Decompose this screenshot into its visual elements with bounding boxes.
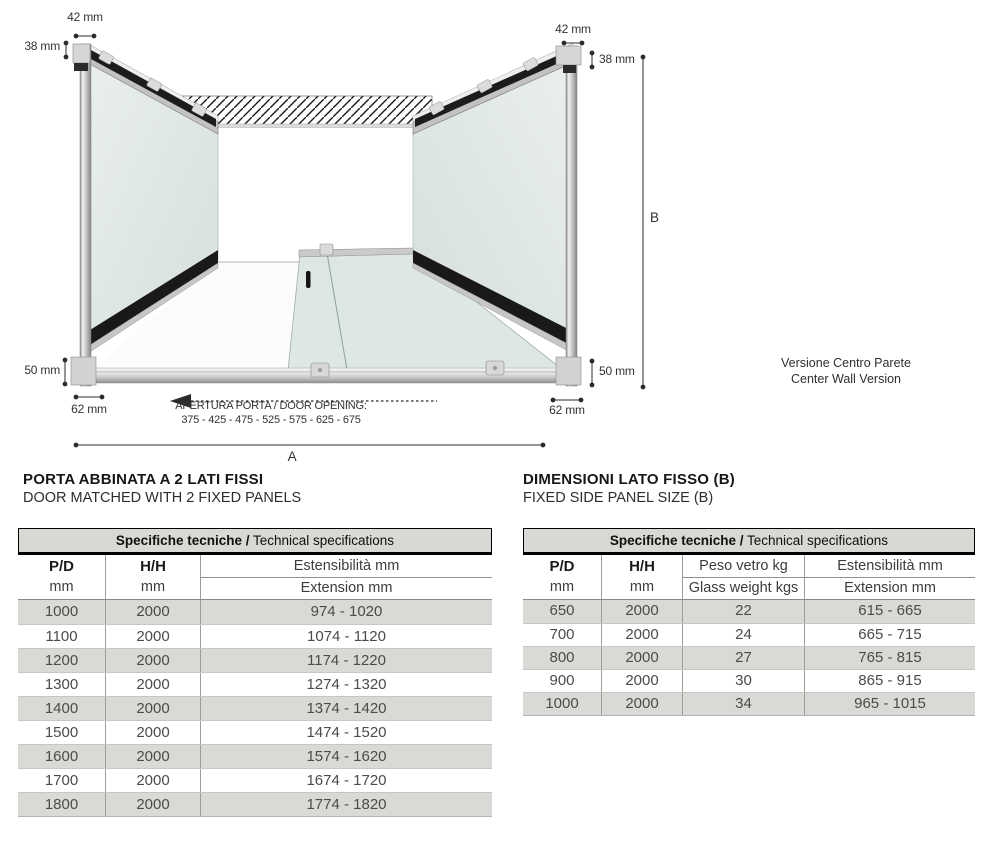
table-row	[18, 696, 492, 720]
table-cell: 1300	[18, 673, 106, 696]
dim-label-42mm-top-right: 42 mm	[555, 22, 591, 36]
section-title-left-italian: PORTA ABBINATA A 2 LATI FISSI	[23, 471, 264, 488]
table-cell: 650	[523, 600, 602, 623]
table-cell: 1700	[18, 769, 106, 792]
version-note-english: Center Wall Version	[791, 371, 901, 386]
table-cell: 1000	[18, 600, 106, 624]
table-cell: 1000	[523, 693, 602, 715]
table-cell: 2000	[106, 649, 201, 672]
table-row	[523, 623, 975, 646]
table-cell: 1774 - 1820	[306, 796, 387, 813]
table-cell: 700	[523, 624, 602, 646]
table-cell: 800	[523, 647, 602, 669]
table-cell: 1674 - 1720	[306, 772, 387, 789]
table-cell: 2000	[106, 793, 201, 816]
table-cell: 27	[683, 647, 805, 669]
table-cell: 2000	[106, 769, 201, 792]
table-cell: 1274 - 1320	[306, 676, 387, 693]
table-row	[18, 792, 492, 816]
column-header	[201, 555, 492, 599]
dim-label-a: A	[287, 449, 297, 464]
table-cell: 615 - 665	[858, 602, 922, 619]
door-opening-title: APERTURA PORTA / DOOR OPENING:	[175, 400, 367, 412]
column-label-secondary: mm	[629, 579, 655, 595]
table-title-bar	[18, 528, 492, 555]
table-cell: 974 - 1020	[310, 603, 383, 620]
table-body	[18, 600, 492, 816]
table-cell: 965 - 1015	[854, 695, 926, 712]
table-cell: 1374 - 1420	[306, 700, 387, 717]
table-cell: 865 - 915	[858, 672, 922, 689]
column-label-primary: Estensibilità mm	[805, 555, 975, 578]
column-label-secondary: mm	[549, 579, 575, 595]
table-row	[18, 624, 492, 648]
table-cell: 1400	[18, 697, 106, 720]
table-cell: 2000	[602, 670, 683, 692]
column-label-primary: P/D	[549, 558, 575, 575]
table-cell: 1574 - 1620	[306, 748, 387, 765]
table-cell: 1474 - 1520	[306, 724, 387, 741]
column-label-secondary: Glass weight kgs	[688, 580, 799, 596]
table-cell: 2000	[106, 600, 201, 624]
table-cell: 2000	[106, 625, 201, 648]
column-label-primary: P/D	[48, 558, 74, 575]
table-cell: 2000	[602, 647, 683, 669]
table-title-rest: Technical specifications	[743, 533, 889, 548]
column-headers	[523, 555, 975, 600]
section-title-right	[523, 470, 735, 508]
column-header	[602, 555, 683, 599]
table-cell: 2000	[602, 693, 683, 715]
table-cell: 2000	[602, 600, 683, 623]
table-cell: 765 - 815	[858, 649, 922, 666]
table-row	[18, 600, 492, 624]
door-handle	[306, 271, 311, 288]
column-label-primary: H/H	[629, 558, 655, 575]
column-label-primary: Peso vetro kg	[683, 555, 804, 578]
table-cell: 1600	[18, 745, 106, 768]
door-spec-table	[18, 528, 492, 817]
table-cell: 2000	[106, 745, 201, 768]
table-cell: 665 - 715	[858, 626, 922, 643]
table-row	[523, 669, 975, 692]
column-header	[106, 555, 201, 599]
enclosure-technical-drawing	[0, 0, 760, 470]
table-cell: 1074 - 1120	[307, 628, 386, 645]
table-cell: 2000	[106, 697, 201, 720]
table-cell: 1100	[18, 625, 106, 648]
dim-label-50mm-bottom-left: 50 mm	[24, 363, 60, 377]
table-row	[523, 692, 975, 715]
table-cell: 30	[683, 670, 805, 692]
table-cell: 1800	[18, 793, 106, 816]
column-label-secondary: mm	[140, 579, 166, 595]
dim-label-38mm-top-left: 38 mm	[24, 39, 60, 53]
column-header	[523, 555, 602, 599]
table-cell: 1174 - 1220	[307, 652, 386, 669]
table-row	[18, 768, 492, 792]
section-title-right-italian: DIMENSIONI LATO FISSO (B)	[523, 471, 735, 488]
door-opening-values: 375 - 425 - 475 - 525 - 575 - 625 - 675	[181, 413, 361, 426]
table-row	[523, 646, 975, 669]
column-header	[805, 555, 975, 599]
table-row	[18, 648, 492, 672]
table-title-bar	[523, 528, 975, 555]
table-cell: 2000	[106, 721, 201, 744]
column-label-primary: Estensibilità mm	[201, 555, 492, 578]
table-row	[18, 744, 492, 768]
table-cell: 2000	[106, 673, 201, 696]
dim-label-38mm-top-right: 38 mm	[599, 52, 635, 66]
table-row	[18, 672, 492, 696]
table-row	[523, 600, 975, 623]
dim-label-42mm-top-left: 42 mm	[67, 10, 103, 24]
dim-label-50mm-bottom-right: 50 mm	[599, 364, 635, 378]
section-title-left-english: DOOR MATCHED WITH 2 FIXED PANELS	[23, 490, 302, 506]
column-headers	[18, 555, 492, 600]
column-label-secondary: Extension mm	[300, 580, 393, 596]
table-cell: 22	[683, 600, 805, 623]
table-title-bold: Specifiche tecniche /	[609, 533, 744, 548]
table-cell: 900	[523, 670, 602, 692]
table-cell: 1200	[18, 649, 106, 672]
column-label-primary: H/H	[140, 558, 166, 575]
table-title-bold: Specifiche tecniche /	[115, 533, 250, 548]
column-label-secondary: mm	[49, 579, 74, 595]
version-note	[760, 356, 932, 387]
dim-label-62mm-bottom-left: 62 mm	[71, 402, 107, 416]
dim-label-62mm-bottom-right: 62 mm	[549, 403, 585, 417]
door-opening-note	[171, 400, 371, 427]
column-header	[683, 555, 805, 599]
table-title-rest: Technical specifications	[249, 533, 395, 548]
table-cell: 1500	[18, 721, 106, 744]
fixed-panel-spec-table	[523, 528, 975, 716]
section-title-right-english: FIXED SIDE PANEL SIZE (B)	[523, 490, 714, 506]
column-label-secondary: Extension mm	[844, 580, 936, 596]
section-title-left	[23, 470, 301, 508]
table-row	[18, 720, 492, 744]
table-body	[523, 600, 975, 715]
column-header	[18, 555, 106, 599]
version-note-italian: Versione Centro Parete	[781, 356, 911, 370]
table-cell: 2000	[602, 624, 683, 646]
table-cell: 24	[683, 624, 805, 646]
table-cell: 34	[683, 693, 805, 715]
dim-label-b: B	[650, 210, 659, 225]
